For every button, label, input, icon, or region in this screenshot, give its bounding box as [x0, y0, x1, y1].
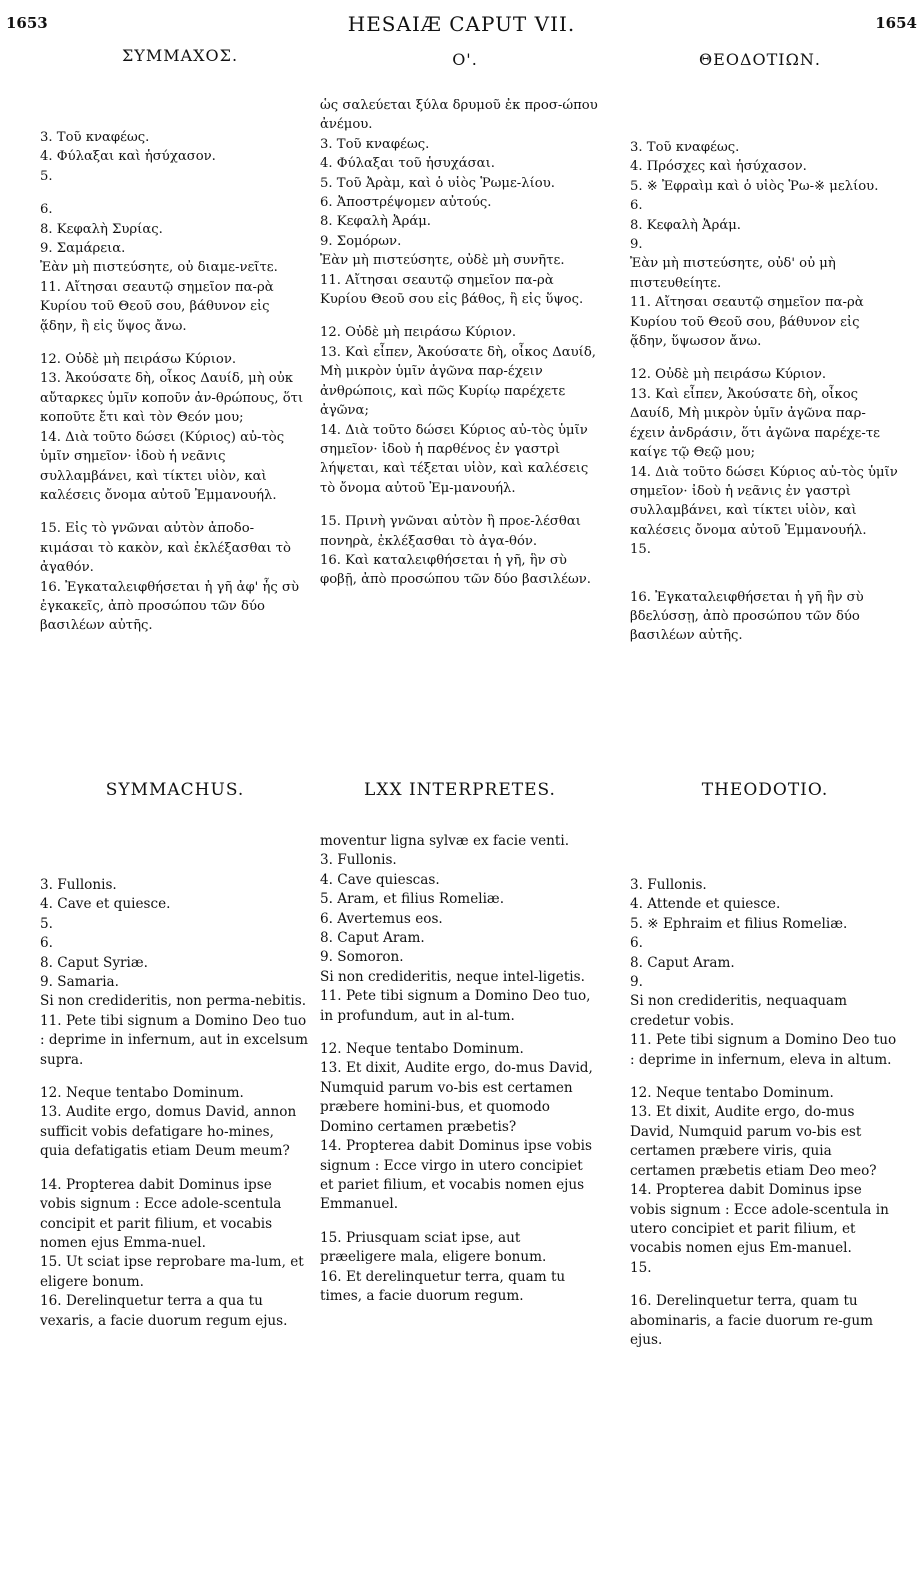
- latin-lxx-column: [320, 832, 598, 1306]
- heading-lxx-latin: LXX INTERPRETES.: [364, 780, 556, 800]
- heading-theodotion-latin: THEODOTIO.: [701, 780, 829, 800]
- verse: 14. Διὰ τοῦτο δώσει Κύριος αὐ-τὸς ὑμῖν σημεῖον· ἰδοὺ ἡ νεᾶνις ἐν γαστρὶ συλλαμβάνει, καὶ τίκτει υἱὸν, καὶ καλέσεις ὄνομα αὐτοῦ Ἐμμανουήλ.: [630, 464, 898, 538]
- paragraph-gap: [320, 498, 598, 512]
- paragraph-gap: [630, 574, 900, 588]
- verse: 3. Fullonis.: [40, 877, 117, 893]
- heading-symmachus-greek: ΣΥΜΜΑΧΟΣ.: [121, 46, 239, 65]
- page-title: HESAIÆ CAPUT VII.: [347, 12, 576, 36]
- verse: 16. Καὶ καταλειφθήσεται ἡ γῆ, ἣν σὺ φοβῇ, ἀπὸ προσώπου τῶν δύο βασιλέων.: [320, 552, 591, 588]
- verse: 3. Τοῦ κναφέως.: [40, 130, 150, 145]
- verse: 12. Neque tentabo Dominum.: [320, 1041, 524, 1058]
- heading-lxx-greek: Ο'.: [452, 50, 478, 69]
- verse: 4. Cave et quiesce.: [40, 896, 171, 913]
- paragraph-gap: [630, 351, 900, 365]
- verse: 15.: [630, 542, 651, 558]
- verse: 11. Pete tibi signum a Domino Deo tuo : deprime in infernum, aut in excelsum supra.: [40, 1012, 308, 1068]
- verse: 14. Propterea dabit Dominus ipse vobis signum : Ecce virgo in utero concipiet et pariet filium, et vocabis nomen ejus Emmanuel.: [320, 1138, 592, 1213]
- paragraph-gap: [40, 336, 308, 350]
- verse: 4. Φύλαξαι τοῦ ἡσυχάσαι.: [320, 156, 495, 172]
- paragraph-gap: [320, 1215, 598, 1229]
- verse: 16. Derelinquetur terra, quam tu abominaris, a facie duorum re-gum ejus.: [630, 1293, 874, 1348]
- verse: 5.: [40, 168, 53, 184]
- verse: Si non credideritis, neque intel-ligetis.: [320, 968, 585, 985]
- verse: 5. Aram, et filius Romeliæ.: [320, 891, 505, 908]
- verse: 11. Αἴτησαι σεαυτῷ σημεῖον πα-ρὰ Κυρίου τοῦ Θεοῦ σου, βάθυνον εἰς ᾅδην, ἢ εἰς ὕψος ἄνω.: [40, 279, 274, 334]
- verse: 3. Fullonis.: [320, 852, 397, 869]
- verse: 13. Καὶ εἶπεν, Ἀκούσατε δὴ, οἶκος Δαυίδ, Μὴ μικρὸν ὑμῖν ἀγῶνα παρ-έχειν ἀνδράσιν, ὅτι ἀγῶνα παρέχε-τε καίγε τῷ Θεῷ μου;: [630, 386, 880, 461]
- verse: 6. Avertemus eos.: [320, 910, 443, 927]
- paragraph-gap: [320, 1026, 598, 1040]
- verse: 4. Πρόσχες καὶ ἡσύχασον.: [630, 159, 807, 175]
- verse: 14. Propterea dabit Dominus ipse vobis signum : Ecce adole-scentula in utero concipiet et parit filium, et vocabis nomen ejus Em-manuel.: [630, 1182, 889, 1257]
- greek-lxx-column: [320, 96, 598, 590]
- verse: 14. Διὰ τοῦτο δώσει (Κύριος) αὐ-τὸς ὑμῖν σημεῖον· ἰδοὺ ἡ νεᾶνις συλλαμβάνει, καὶ τίκτει υἱὸν, καὶ καλέσεις ὄνομα αὐτοῦ Ἐμμανουήλ.: [40, 429, 285, 503]
- verse: 14. Propterea dabit Dominus ipse vobis signum : Ecce adole-scentula concipit et parit filium, et vocabis nomen ejus Emma-nuel.: [40, 1176, 282, 1251]
- verse: 5. ※ Ephraim et filius Romeliæ.: [630, 915, 848, 932]
- verse: 8. Κεφαλὴ Συρίας.: [40, 221, 163, 237]
- verse: 5.: [40, 915, 53, 932]
- verse: 6.: [40, 935, 53, 952]
- verse: 9. Samaria.: [40, 974, 119, 991]
- verse: 14. Διὰ τοῦτο δώσει Κύριος αὐ-τὸς ὑμῖν σημεῖον· ἰδοὺ ἡ παρθένος ἐν γαστρὶ λήψεται, καὶ τέξεται υἱὸν, καὶ καλέσεις τὸ ὄνομα αὐτοῦ Ἐμ-μανουήλ.: [320, 422, 589, 496]
- verse: 9.: [630, 237, 643, 253]
- latin-theodotion-column: [630, 876, 900, 1350]
- verse: 4. Attende et quiesce.: [630, 896, 781, 913]
- verse: 15. Εἰς τὸ γνῶναι αὐτὸν ἀποδο-κιμάσαι τὸ κακὸν, καὶ ἐκλέξασθαι τὸ ἀγαθόν.: [40, 521, 291, 576]
- verse: 4. Φύλαξαι καὶ ἡσύχασον.: [40, 149, 216, 165]
- verse: 4. Cave quiescas.: [320, 871, 440, 888]
- verse: 15.: [630, 1259, 652, 1276]
- verse: 8. Caput Aram.: [630, 954, 735, 971]
- verse: 15. Priusquam sciat ipse, aut præeligere mala, eligere bonum.: [320, 1229, 547, 1266]
- paragraph-gap: [630, 560, 900, 574]
- verse: 13. Καὶ εἶπεν, Ἀκούσατε δὴ, οἶκος Δαυίδ, Μὴ μικρὸν ὑμῖν ἀγῶνα παρ-έχειν ἀνθρώποις, καὶ πῶς Κυρίῳ παρέχετε ἀγῶνα;: [320, 344, 596, 419]
- page-number-right: 1654: [875, 14, 917, 32]
- verse: 9. Σομόρων.: [320, 233, 402, 249]
- verse: 16. Et derelinquetur terra, quam tu times, a facie duorum regum.: [320, 1268, 566, 1304]
- verse: 13. Audite ergo, domus David, annon sufficit vobis defatigare ho-mines, quia defatigatis etiam Deum meum?: [40, 1104, 297, 1160]
- greek-symmachus-column: [40, 128, 308, 636]
- verse: 9.: [630, 974, 643, 991]
- verse: 16. Ἐγκαταλειφθήσεται ἡ γῆ ἣν σὺ βδελύσσῃ, ἀπὸ προσώπου τῶν δύο βασιλέων αὐτῆς.: [630, 589, 864, 644]
- verse: 11. Pete tibi signum a Domino Deo tuo, in profundum, aut in al-tum.: [320, 988, 591, 1024]
- verse: 15. Ut sciat ipse reprobare ma-lum, et eligere bonum.: [40, 1254, 304, 1290]
- verse: 8. Κεφαλὴ Ἀράμ.: [320, 214, 431, 230]
- heading-symmachus-latin: SYMMACHUS.: [105, 780, 245, 800]
- verse: 8. Κεφαλὴ Ἀράμ.: [630, 217, 741, 233]
- verse: 5. Τοῦ Ἀρὰμ, καὶ ὁ υἱὸς Ῥωμε-λίου.: [320, 175, 555, 191]
- latin-symmachus-column: [40, 876, 308, 1331]
- verse: 12. Οὐδὲ μὴ πειράσω Κύριον.: [320, 325, 517, 341]
- paragraph-gap: [630, 1278, 900, 1292]
- verse: 8. Caput Aram.: [320, 930, 425, 947]
- latin-column-headings: [0, 780, 923, 810]
- verse: 9. Somoron.: [320, 949, 404, 966]
- verse: 13. Ἀκούσατε δὴ, οἶκος Δαυίδ, μὴ οὐκ αὔταρκες ὑμῖν κοποῦν ἀν-θρώπους, ὅτι κοποῦτε ἔτι καὶ τὸν Θεόν μου;: [40, 371, 304, 426]
- verse: 11. Pete tibi signum a Domino Deo tuo : deprime in infernum, eleva in altum.: [630, 1032, 897, 1068]
- verse: 6.: [40, 202, 53, 218]
- greek-theodotion-column: [630, 138, 900, 646]
- paragraph-gap: [40, 1162, 308, 1176]
- verse: 13. Et dixit, Audite ergo, do-mus David, Numquid parum vo-bis est certamen præbere viris, quia certamen præbetis etiam Deo meo?: [630, 1104, 877, 1179]
- verse: 9. Σαμάρεια.: [40, 241, 126, 257]
- verse: 3. Fullonis.: [630, 877, 707, 893]
- verse: Ἐὰν μὴ πιστεύσητε, οὐ διαμε-νεῖτε.: [40, 260, 278, 276]
- verse: 3. Τοῦ κναφέως.: [630, 140, 740, 155]
- verse: moventur ligna sylvæ ex facie venti.: [320, 833, 570, 849]
- running-head: [0, 6, 923, 36]
- verse: 16. Derelinquetur terra a qua tu vexaris, a facie duorum regum ejus.: [40, 1293, 288, 1329]
- verse: 6.: [630, 935, 643, 952]
- verse: 6.: [630, 198, 643, 214]
- heading-theodotion-greek: ΘΕΟΔΟΤΙΩΝ.: [699, 50, 821, 69]
- verse: 12. Neque tentabo Dominum.: [40, 1085, 244, 1102]
- paragraph-gap: [320, 309, 598, 323]
- paragraph-gap: [630, 1070, 900, 1084]
- paragraph-gap: [40, 505, 308, 519]
- page-number-left: 1653: [6, 14, 48, 32]
- verse: 3. Τοῦ κναφέως.: [320, 136, 430, 152]
- verse: 12. Neque tentabo Dominum.: [630, 1085, 834, 1102]
- verse: 11. Αἴτησαι σεαυτῷ σημεῖον πα-ρὰ Κυρίου τοῦ Θεοῦ σου, βάθυνον εἰς ᾅδην, ὕψωσον ἄνω.: [630, 295, 864, 350]
- verse: Si non credideritis, non perma-nebitis.: [40, 993, 307, 1010]
- verse: 5. ※ Ἐφραὶμ καὶ ὁ υἱὸς Ῥω-※ μελίου.: [630, 178, 879, 194]
- verse: Ἐὰν μὴ πιστεύσητε, οὐδὲ μὴ συνῆτε.: [320, 253, 565, 269]
- verse: 8. Caput Syriæ.: [40, 954, 148, 971]
- verse: 15. Πρινὴ γνῶναι αὐτὸν ἢ προε-λέσθαι πονηρὰ, ἐκλέξασθαι τὸ ἀγα-θόν.: [320, 514, 581, 549]
- verse: Ἐὰν μὴ πιστεύσητε, οὐδ' οὐ μὴ πιστευθείητε.: [630, 256, 836, 291]
- verse: 16. Ἐγκαταλειφθήσεται ἡ γῆ ἀφ' ἧς σὺ ἐγκακεῖς, ἀπὸ προσώπου τῶν δύο βασιλέων αὐτῆς.: [40, 579, 299, 634]
- paragraph-gap: [40, 1070, 308, 1084]
- verse: 12. Οὐδὲ μὴ πειράσω Κύριον.: [630, 367, 827, 383]
- verse: 13. Et dixit, Audite ergo, do-mus David, Numquid parum vo-bis est certamen præbere homini-bus, et quomodo Domino certamen præbetis?: [320, 1060, 593, 1135]
- verse: 6. Ἀποστρέψομεν αὐτούς.: [320, 195, 492, 211]
- verse: 12. Οὐδὲ μὴ πειράσω Κύριον.: [40, 352, 237, 368]
- verse: 11. Αἴτησαι σεαυτῷ σημεῖον πα-ρὰ Κυρίου Θεοῦ σου εἰς βάθος, ἢ εἰς ὕψος.: [320, 272, 584, 308]
- verse: Si non credideritis, nequaquam credetur vobis.: [630, 993, 848, 1029]
- greek-column-headings: [0, 46, 923, 76]
- verse: ὡς σαλεύεται ξύλα δρυμοῦ ἐκ προσ-ώπου ἀνέμου.: [320, 98, 598, 133]
- paragraph-gap: [40, 186, 308, 200]
